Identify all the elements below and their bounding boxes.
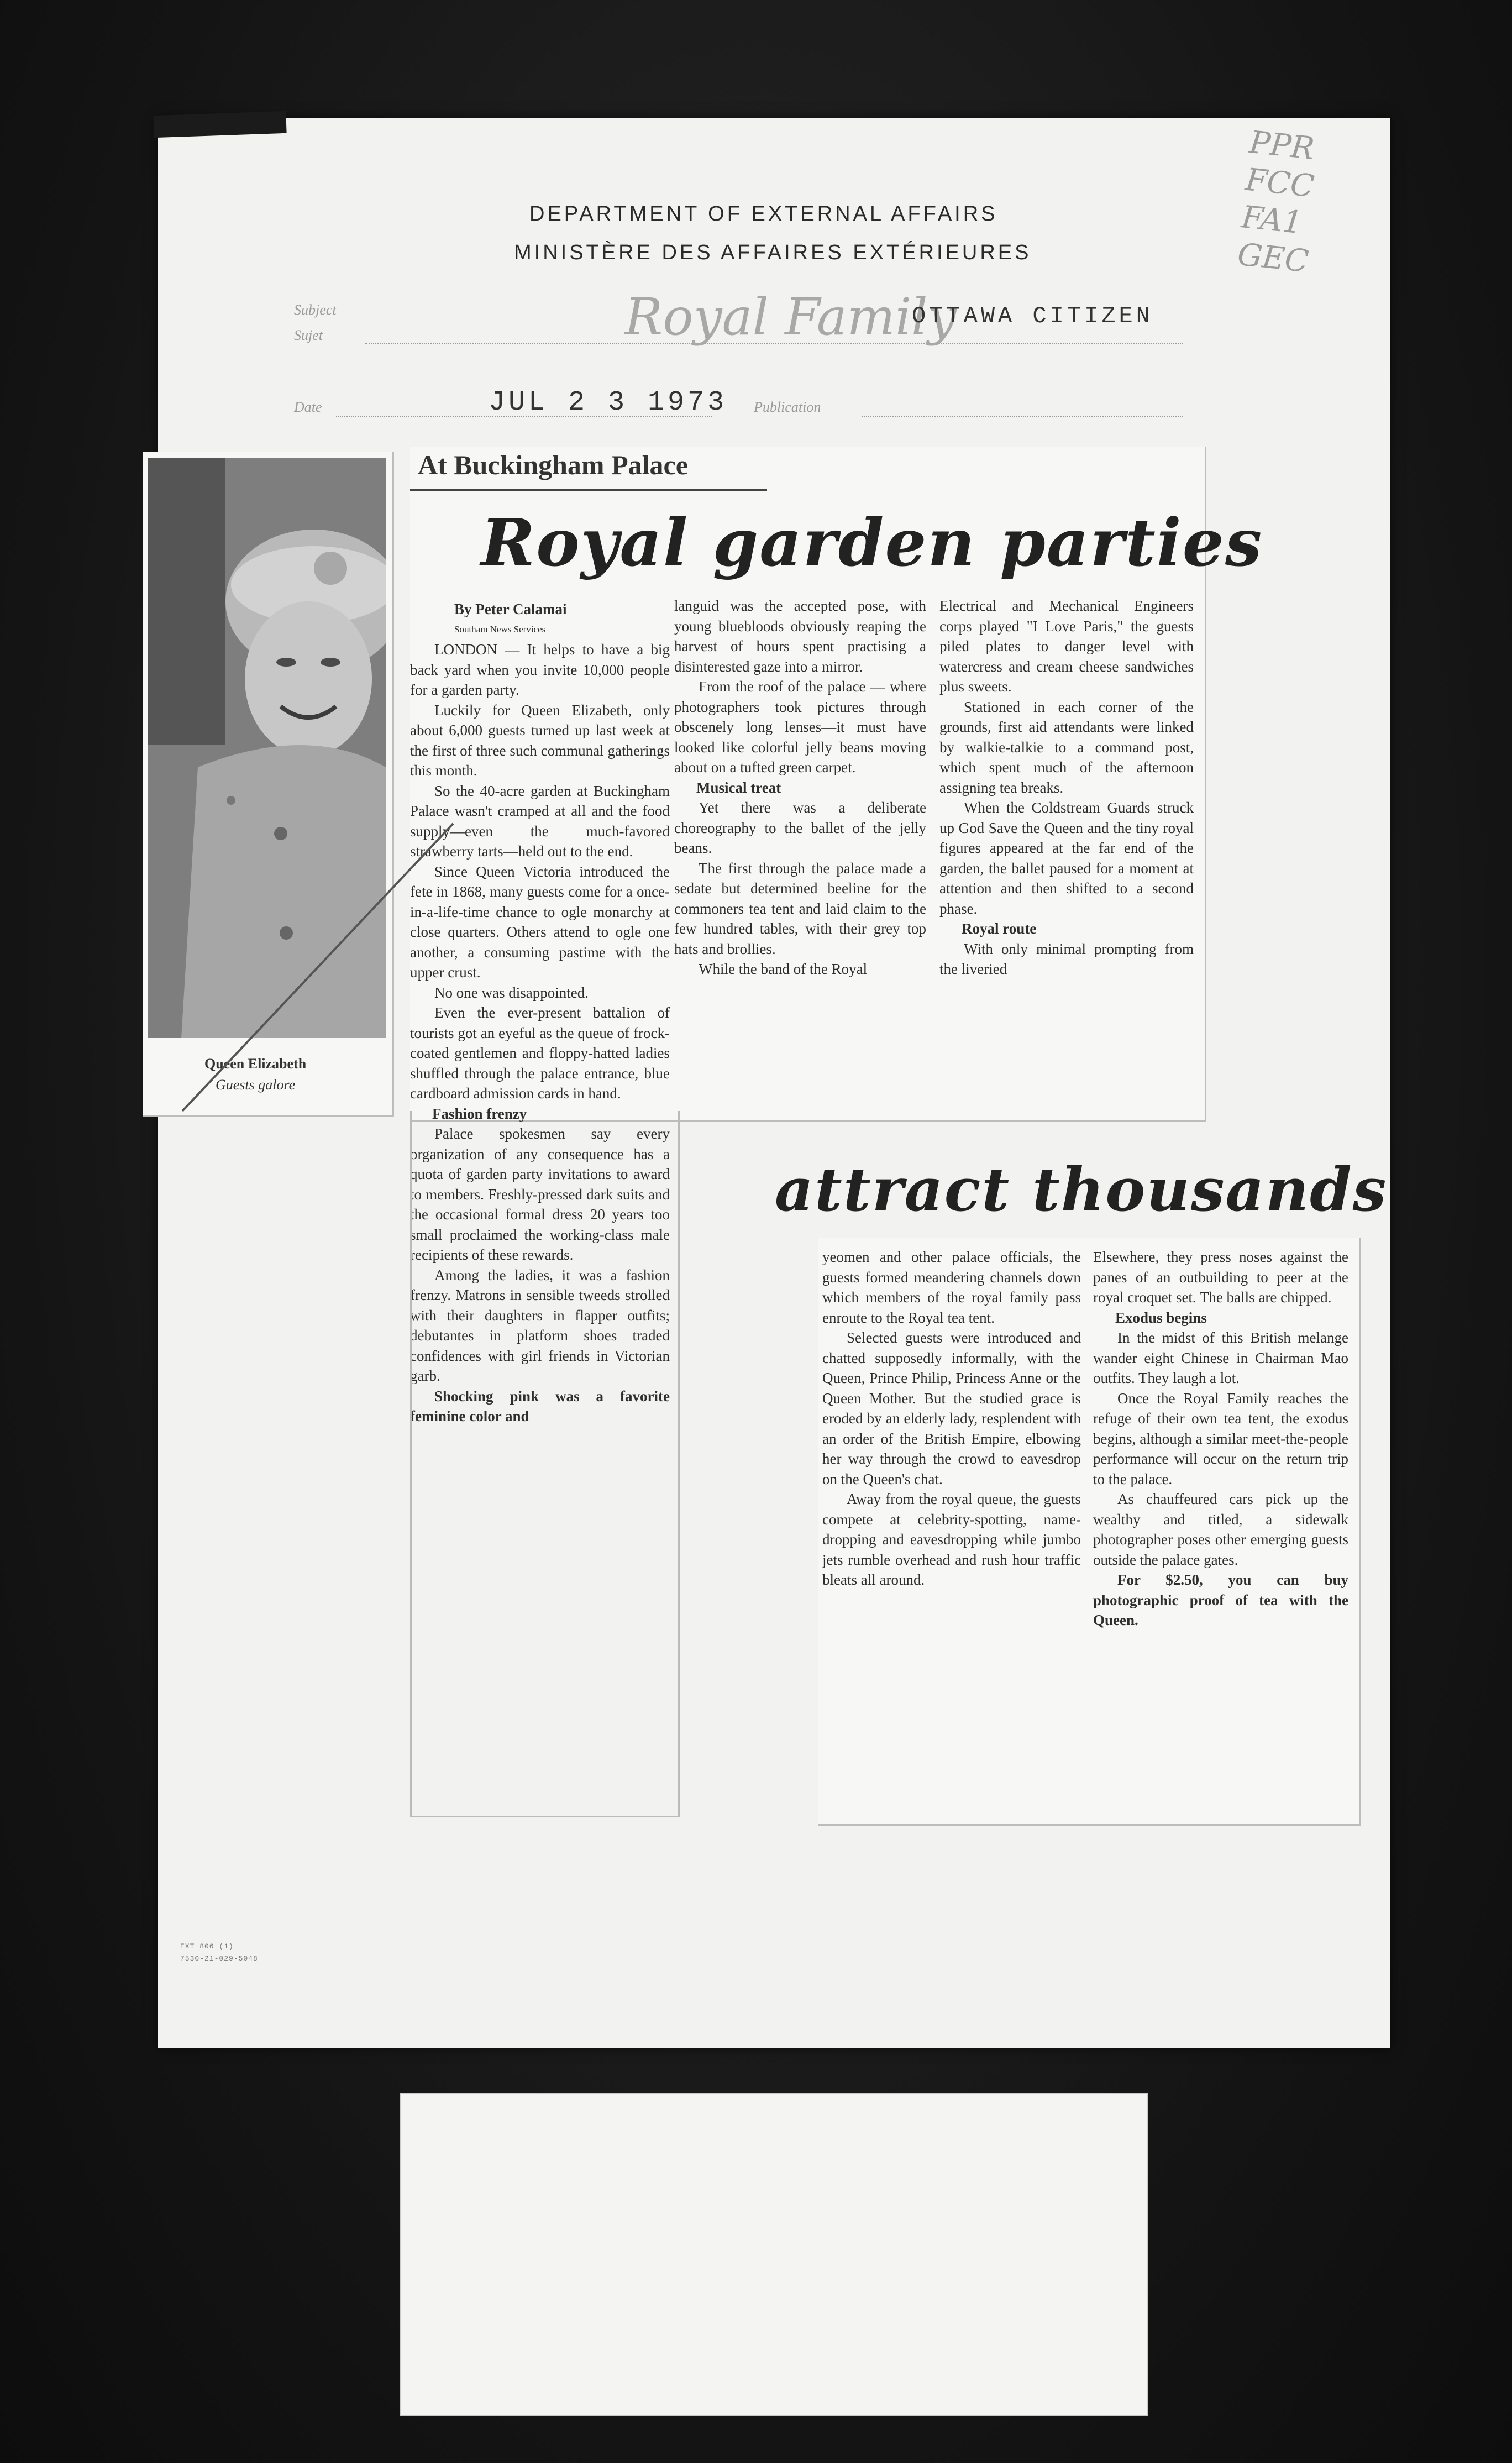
- paragraph: So the 40-acre garden at Buckingham Palace wasn't cramped at all and the food supply—even the much-favored strawberry tarts—held out to the end.: [410, 782, 670, 860]
- paragraph: No one was disappointed.: [434, 984, 589, 1001]
- source-publication: OTTAWA CITIZEN: [912, 303, 1153, 329]
- photo-caption-sub: Guests galore: [216, 1077, 296, 1093]
- publication-line: [862, 416, 1183, 417]
- blank-slip: [400, 2093, 1148, 2416]
- paragraph: In the midst of this British melange wander eight Chinese in Chairman Mao outfits. They laugh a lot.: [1093, 1329, 1348, 1386]
- paragraph: The first through the palace made a sedate but determined beeline for the commoners tea tent and laid claim to the few hundred tables, with their grey top hats and brollies.: [674, 860, 926, 957]
- article-column-3: [939, 596, 1194, 979]
- paragraph: LONDON — It helps to have a big back yard when you invite 10,000 people for a garden party.: [410, 641, 670, 698]
- form-code-2: 7530-21-029-5048: [180, 1954, 258, 1963]
- news-service: Southam News Services: [454, 623, 546, 635]
- photo-caption-name: Queen Elizabeth: [204, 1056, 307, 1072]
- article-headline: Royal garden parties: [481, 504, 1263, 581]
- article-column-2: [674, 596, 926, 979]
- department-title-en: DEPARTMENT OF EXTERNAL AFFAIRS: [529, 202, 998, 226]
- paragraph: Elsewhere, they press noses against the panes of an outbuilding to peer at the royal croquet set. The balls are chipped.: [1093, 1249, 1348, 1306]
- subhead: Exodus begins: [1115, 1309, 1207, 1326]
- subhead: Fashion frenzy: [432, 1105, 527, 1122]
- paragraph: With only minimal prompting from the liveried: [939, 940, 1194, 977]
- paragraph: Selected guests were introduced and chatted supposedly informally, with the Queen, Prince Philip, Princess Anne or the Queen Mother. But the studied grace is eroded by an elderly lady, resplendent with an order of the British Empire, elbowing her way through the crowd to eavesdrop on the Queen's chat.: [822, 1329, 1081, 1487]
- paragraph: Palace spokesmen say every organization of any consequence has a quota of garden party invitations to award to members. Freshly-pressed dark suits and the occasional formal dress 20 years too small proclaimed the working-class male recipients of these rewards.: [410, 1125, 670, 1263]
- paragraph: Once the Royal Family reaches the refuge of their own tea tent, the exodus begins, although a similar meet-the-people performance will occur on the return trip to the palace.: [1093, 1390, 1348, 1487]
- paragraph: Yet there was a deliberate choreography to the ballet of the jelly beans.: [674, 799, 926, 856]
- article-headline-continued: attract thousands: [775, 1155, 1388, 1225]
- pencil-mark: [177, 818, 464, 1117]
- date-label: Date: [294, 399, 322, 415]
- paragraph: languid was the accepted pose, with young bluebloods obviously reaping the harvest of hours spent practising a disinterested gaze into a mirror.: [674, 598, 926, 675]
- paragraph: Among the ladies, it was a fashion frenzy. Matrons in sensible tweeds strolled with their daughters in flapper outfits; debutantes in platform shoes traded confidences with girl friends in Victorian garb.: [410, 1266, 670, 1384]
- kicker-rule: [410, 489, 767, 491]
- article-column-4: [822, 1247, 1081, 1590]
- article-kicker: At Buckingham Palace: [418, 449, 688, 480]
- paragraph: Even the ever-present battalion of tourists got an eyeful as the queue of frock-coated gentlemen and floppy-hatted ladies shuffled through the palace entrance, blue cardboard admission cards in hand.: [410, 1004, 670, 1102]
- subject-label-en: Subject: [294, 302, 337, 318]
- routing-note: FA1: [1240, 199, 1304, 242]
- paragraph: From the roof of the palace — where photographers took pictures through obscenely long lenses—it must have looked like colorful jelly beans moving about on a tufted green carpet.: [674, 678, 926, 775]
- paragraph: When the Coldstream Guards struck up God Save the Queen and the tiny royal figures appeared at the far end of the garden, the ballet paused for a moment at attention and then shifted to a second phase.: [939, 799, 1194, 917]
- paragraph: While the band of the Royal: [699, 961, 868, 977]
- subject-label-fr: Sujet: [294, 327, 323, 343]
- department-title-fr: MINISTÈRE DES AFFAIRES EXTÉRIEURES: [514, 241, 1032, 264]
- publication-label: Publication: [754, 399, 821, 415]
- paragraph: Electrical and Mechanical Engineers corps played "I Love Paris," the guests piled plates to danger level with watercress and cream cheese sandwiches plus sweets.: [939, 598, 1194, 695]
- subhead: Musical treat: [696, 779, 781, 796]
- routing-note: GEC: [1236, 236, 1310, 280]
- paragraph: yeomen and other palace officials, the guests formed meandering channels down which members of the royal family pass enroute to the Royal tea tent.: [822, 1249, 1081, 1326]
- date-value: JUL 2 3 1973: [489, 387, 728, 418]
- paragraph: Away from the royal queue, the guests compete at celebrity-spotting, name-dropping and eavesdropping while jumbo jets rumble overhead and rush hour traffic bleats all around.: [822, 1491, 1081, 1588]
- article-column-5: [1093, 1247, 1348, 1631]
- byline: By Peter Calamai: [454, 601, 567, 617]
- subject-handwriting: Royal Family: [624, 287, 957, 347]
- form-code-1: EXT 806 (1): [180, 1942, 234, 1951]
- paragraph: Shocking pink was a favorite feminine color and: [410, 1387, 670, 1424]
- routing-note: PPR: [1247, 124, 1316, 167]
- paragraph: Luckily for Queen Elizabeth, only about 6,000 guests turned up last week at the first of three such communal gatherings this month.: [410, 701, 670, 779]
- paragraph: Since Queen Victoria introduced the fete in 1868, many guests come for a once-in-a-life-time chance to ogle monarchy at close quarters. Others attend to ogle one another, a consuming pastime with the upper crust.: [410, 863, 670, 981]
- paragraph: Stationed in each corner of the grounds, first aid attendants were linked by walkie-talkie to a command post, which spent much of the afternoon assigning tea breaks.: [939, 698, 1194, 796]
- paragraph: As chauffeured cars pick up the wealthy and titled, a sidewalk photographer poses other emerging guests outside the palace gates.: [1093, 1491, 1348, 1568]
- paragraph: For $2.50, you can buy photographic proof of tea with the Queen.: [1093, 1571, 1348, 1628]
- subhead: Royal route: [962, 920, 1037, 937]
- routing-note: FCC: [1243, 161, 1316, 205]
